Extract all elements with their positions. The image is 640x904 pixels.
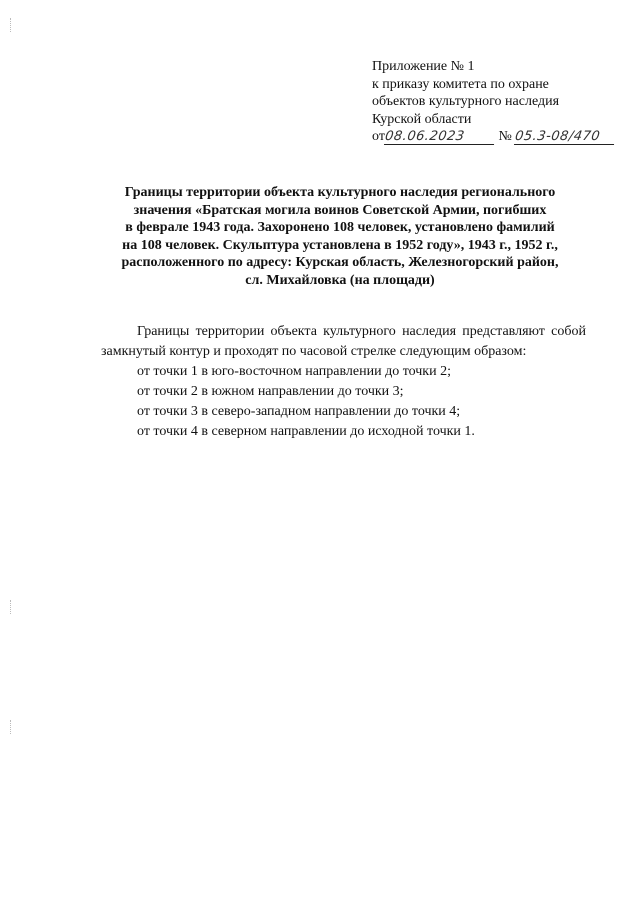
- handwritten-number: 05.3-08/470: [514, 130, 616, 145]
- title-line: в феврале 1943 года. Захоронено 108 человек, установлено фамилий: [125, 220, 555, 235]
- scan-edge-mark: [10, 18, 12, 32]
- appendix-header: [372, 58, 615, 146]
- appendix-committee-line: объектов культурного наследия: [372, 94, 560, 109]
- title-line: значения «Братская могила воинов Советской Армии, погибших: [133, 202, 547, 218]
- document-title: [100, 184, 580, 289]
- appendix-date-number-line: [372, 128, 615, 146]
- appendix-order-line: к приказу комитета по охране: [372, 76, 549, 92]
- title-line: сл. Михайловка (на площади): [245, 272, 435, 288]
- title-line: на 108 человек. Скульптура установлена в 1952 году», 1943 г., 1952 г.,: [122, 237, 558, 253]
- scan-edge-mark: [10, 720, 12, 734]
- boundary-item: от точки 1 в юго-восточном направлении до точки 2;: [137, 364, 451, 379]
- scan-edge-mark: [10, 600, 12, 614]
- number-label: №: [498, 129, 512, 144]
- title-line: Границы территории объекта культурного наследия регионального: [124, 185, 556, 200]
- appendix-region-line: Курской области: [372, 111, 472, 127]
- from-label: от: [372, 129, 385, 144]
- boundary-item: от точки 4 в северном направлении до исходной точки 1.: [137, 424, 475, 439]
- intro-paragraph: Границы территории объекта культурного наследия представляют собой замкнутый контур и проходят по часовой стрелке следующим образом:: [101, 324, 586, 359]
- boundary-item: от точки 3 в северо-западном направлении до точки 4;: [137, 404, 461, 419]
- appendix-title: Приложение № 1: [372, 59, 475, 74]
- boundary-item: от точки 2 в южном направлении до точки 3;: [137, 384, 404, 399]
- handwritten-date: 08.06.2023: [384, 130, 496, 145]
- document-body: [101, 322, 586, 442]
- title-line: расположенного по адресу: Курская область, Железногорский район,: [121, 255, 559, 270]
